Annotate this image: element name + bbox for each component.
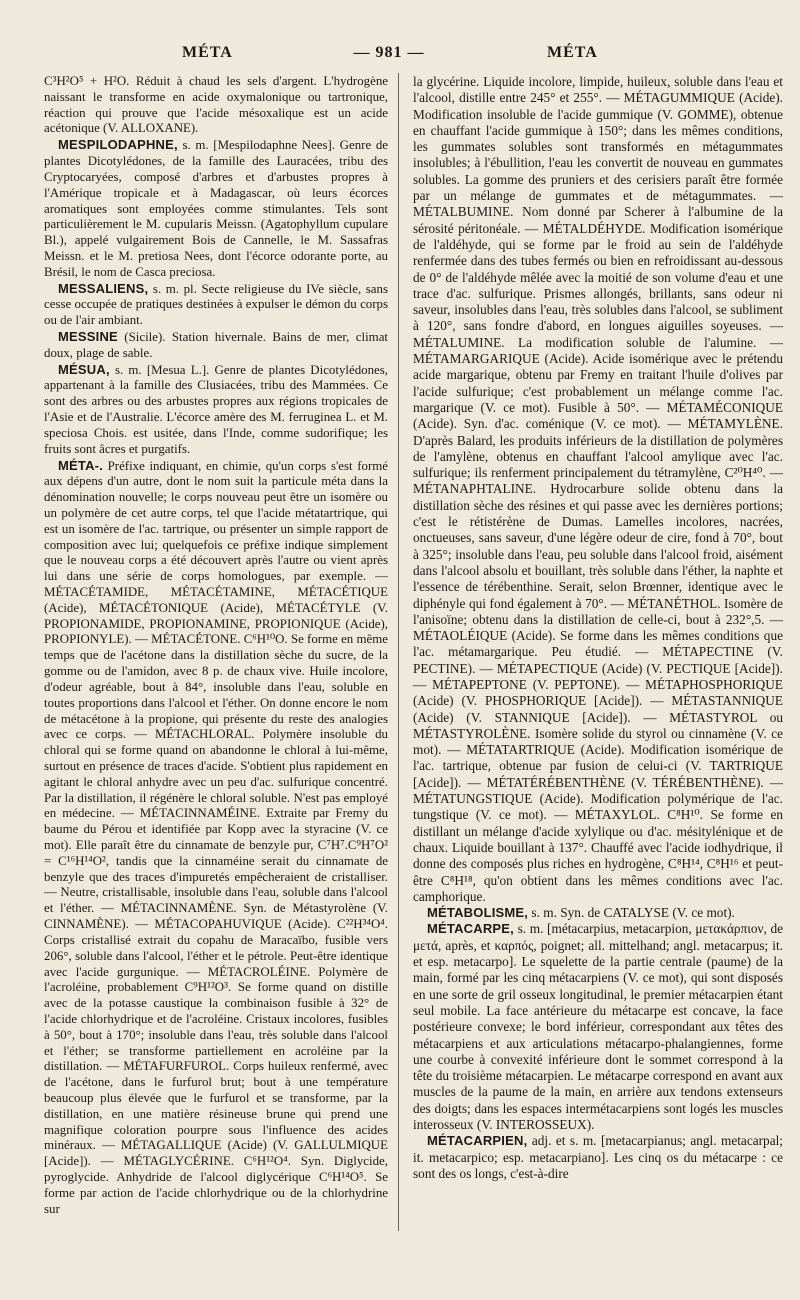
entry-mespilodaphne: MESPILODAPHNE, s. m. [Mespilodaphne Nees]. Genre de plantes Dicotylédones, de la famille des Lauracées, tribu des Cryptocaryées, composé d'arbres et d'arbustes propres à l'Amérique tropicale et à Madagascar, où leurs écorces aromatiques sont employées comme stimulantes. Tels sont particulièrement le M. cupularis Meissn. (Agatophyllum cupulare Bl.), appelé vulgairement Bois de Cannelle, le M. Sassafras Meissn. et le M. pretiosa Nees, dont l'écorce odorante porte, au Brésil, le nom de Casca preciosa.: [44, 137, 388, 279]
running-head-left: MÉTA: [182, 44, 233, 61]
entry-meta-continued: la glycérine. Liquide incolore, limpide, huileux, soluble dans l'eau et l'alcool, distille entre 245° et 255°. — MÉTAGUMMIQUE (Acide). Modification insoluble de l'acide gummique (V. GOMME), obtenue en chauffant l'acide gummique à 150°; dans les mêmes conditions, les gummates solubles sont transformés en métagummates insolubles; à l'ébullition, l'eau les convertit de nouveau en gummates solubles. La gomme des pruniers et des cerisiers paraît être formée par un mélange de gummates et de métagummates. — MÉTALBUMINE. Nom donné par Scherer à l'albumine de la sérosité péritonéale. — MÉTALDÉHYDE. Modification isomérique de l'aldéhyde, qui se forme par le froid au sein de l'aldéhyde renfermée dans des tubes fermés ou bien en refroidissant au-dessous de 0° de l'aldéhyde mêlée avec la moitié de son volume d'eau et une trace d'ac. sulfurique. Prismes allongés, brillants, sans odeur ni saveur, insolubles dans l'eau, très solubles dans l'alcool, se subliment à 120°, sans fondre d'abord, en longues aiguilles soyeuses. — MÉTALUMINE. La modification soluble de l'alumine. — MÉTAMARGARIQUE (Acide). Acide isomérique avec le prétendu acide margarique, obtenu par Fremy en traitant l'huile d'olives par l'acide sulfurique; c'est probablement un mélange comme l'ac. margarique (V. ce mot). Fusible à 50°. — MÉTAMÉCONIQUE (Acide). Syn. d'ac. coménique (V. ce mot). — MÉTAMYLÈNE. D'après Balard, les produits inférieurs de la distillation de polymères de l'amylène, obtenus en chauffant l'alcool amylique avec l'ac. sulfurique; ils renferment principalement du tétramylène, C²⁰H⁴⁰. — MÉTANAPHTALINE. Hydrocarbure solide obtenu dans la distillation sèche des résines et qui passe avec les dernières portions; c'est le rétistérène de Dumas. Lamelles incolores, nacrées, onctueuses, sans saveur, d'une légère odeur de cire, fond à 70°, bout à 325°; insoluble dans l'eau, peu soluble dans l'alcool froid, aisément dans l'alcool absolu et bouillant, très soluble dans l'éther, la naphte et l'essence de térébenthine. Serait, selon Brœnner, identique avec le diphényle qui fond également à 70°. — MÉTANÉTHOL. Isomère de l'anisoïne; obtenu dans la distillation de celle-ci, bout à 232°,5. — MÉTAOLÉIQUE (Acide). Se forme dans les mêmes conditions que l'ac. métamargarique. Peu étudié. — MÉTAPECTINE (V. PECTINE). — MÉTAPECTIQUE (Acide) (V. PECTIQUE [Acide]). — MÉTAPEPTONE (V. PEPTONE). — MÉTAPHOSPHORIQUE (Acide) (V. PHOSPHORIQUE [Acide]). — MÉTASTANNIQUE (Acide) (V. STANNIQUE [Acide]). — MÉTASTYROL ou MÉTASTYROLÈNE. Isomère solide du styrol ou cinnamène (V. ce mot). — MÉTATARTRIQUE (Acide). Modification isomérique de l'ac. tartrique, obtenue par fusion de celui-ci (V. TARTRIQUE [Acide]). — MÉTATÉRÉBENTHÈNE (V. TÉRÉBENTHÈNE). — MÉTATUNGSTIQUE (Acide). Modification polymérique de l'ac. tungstique (V. ce mot). — MÉTAXYLOL. C⁸H¹⁰. Se forme en distillant un mélange d'acide xylylique ou d'ac. mésitylénique et de chaux. Liquide bouillant à 137°. Chauffé avec l'acide iodhydrique, il donne des composés plus riches en hydrogène, C⁸H¹⁴, C⁸H¹⁶ et peut-être C⁸H¹⁸, qu'on obtient dans les mêmes conditions avec l'ac. camphorique.: [413, 74, 783, 904]
running-head-right: MÉTA: [547, 44, 598, 61]
page-number: — 981 —: [353, 44, 425, 61]
page-header: [52, 44, 770, 70]
right-column: [413, 74, 783, 1182]
entry-meta: MÉTA-. Préfixe indiquant, en chimie, qu'un corps s'est formé aux dépens d'un autre, dont le nom suit la particule méta dans la dénomination nouvelle; le corps nouveau peut être un isomère ou un polymère de cet autre corps, tel que l'acide métatartrique, qui est un isomère de l'ac. tartrique, ou présenter un simple rapport de composition avec lui; quelquefois ce préfixe indique simplement que le nouveau corps a été découvert après l'autre ou vient après lui dans une série de corps homologues, par exemple. — MÉTACÉTAMIDE, MÉTACÉTAMINE, MÉTACÉTIQUE (Acide), MÉTACÉTONIQUE (Acide), MÉTACÉTYLE (V. PROPIONAMIDE, PROPIONAMINE, PROPIONIQUE (Acide), PROPIONYLE). — MÉTACÉTONE. C⁶H¹⁰O. Se forme en même temps que de l'acétone dans la distillation sèche du sucre, de la gomme ou de l'amidon, avec 8 p. de chaux vive. Huile incolore, d'odeur agréable, bout à 84°, insoluble dans l'eau, soluble en toutes proportions dans l'alcool et l'éther. On donne encore le nom de métacétone à la propione, qui présente du reste des analogies avec ce corps. — MÉTACHLORAL. Polymère insoluble du chloral qui se forme quand on abandonne le chloral à lui-même, surtout en présence de traces d'acide. S'obtient plus rapidement en agitant le chloral anhydre avec un peu d'ac. sulfurique concentré. Par la distillation, il régénère le chloral soluble. N'est pas employé en médecine. — MÉTACINNAMÉINE. Extraite par Fremy du baume du Pérou et identifiée par Kopp avec la styracine (V. ce mot). Elle paraît être du cinnamate de benzyle pur, C⁷H⁷.C⁹H⁷O² = C¹⁶H¹⁴O², tandis que la cinnaméine serait du cinnamate de benzyle que des traces d'impuretés empêcheraient de cristalliser. — Neutre, cristallisable, insoluble dans l'eau, soluble dans l'alcool et l'éther. — MÉTACINNAMÈNE. Syn. de Métastyrolène (V. CINNAMÈNE). — MÉTACOPAHUVIQUE (Acide). C²²H³⁴O⁴. Corps cristallisé extrait du copahu de Maracaïbo, fusible vers 206°, soluble dans l'alcool, l'éther et le pétrole. Peut-être identique avec l'acide gurgunique. — MÉTACROLÉINE. Polymère de l'acroléine, probablement C⁹H¹²O³. Se forme quand on distille avec de la potasse caustique la combinaison fusible à 32° de l'acide chlorhydrique et de l'acroléine. Cristaux incolores, fusibles à 50°, bout à 170°; insoluble dans l'eau, très soluble dans l'alcool et l'éther; se transforme partiellement en acroléine par la distillation. — MÉTAFURFUROL. Corps huileux renfermé, avec de l'acétone, dans le furfurol brut; bout à une température beaucoup plus élevée que le furfurol et se transforme, par la distillation, en une matière résineuse brune qui prend une magnifique coloration pourpre sous l'influence des acides minéraux. — MÉTAGALLIQUE (Acide) (V. GALLULMIQUE [Acide]). — MÉTAGLYCÉRINE. C⁶H¹²O⁴. Syn. Diglycide, pyroglycide. Anhydride de l'alcool diglycérique C⁶H¹⁴O⁵. Se forme par action de l'acide chlorhydrique ou de la chlorhydrine sur: [44, 457, 388, 1216]
entry-messaliens: MESSALIENS, s. m. pl. Secte religieuse du IVe siècle, sans cesse occupée de pratiques destinées à expulser le démon du corps ou de l'air ambiant.: [44, 280, 388, 328]
left-column: [44, 74, 388, 1218]
entry-metacarpe: MÉTACARPE, s. m. [métacarpius, metacarpion, μετακάρπιον, de μετά, après, et καρπός, poignet; all. mittelhand; angl. metacarpus; it. et esp. metacarpo]. Le squelette de la partie centrale (paume) de la main, formé par les cinq métacarpiens (V. ce mot), qui sont disposés en une sorte de gril osseux longitudinal, le premier métacarpien étant seul mobile. La face antérieure du métacarpe est concave, la face postérieure convexe; le bord inférieur, correspondant aux têtes des métacarpiens et aux articulations métacarpo-phalangiennes, forme une courbe à convexité inférieure dont le sommet correspond à la tête du troisième métacarpien. Le métacarpe correspond en avant aux muscles de la paume de la main, en arrière aux tendons extenseurs des doigts; dans les espaces intermétacarpiens sont logés les muscles interosseux (V. INTEROSSEUX).: [413, 921, 783, 1132]
entry-metacarpien: MÉTACARPIEN, adj. et s. m. [metacarpianus; angl. metacarpal; it. metacarpico; esp. metacarpiano]. Les cinq os du métacarpe : ce sont des os longs, c'est-à-dire: [413, 1133, 783, 1181]
entry-messine: MESSINE (Sicile). Station hivernale. Bains de mer, climat doux, plage de sable.: [44, 329, 388, 360]
entry-continuation: C³H²O⁵ + H²O. Réduit à chaud les sels d'argent. L'hydrogène naissant le transforme en acide oxymalonique ou tartronique, réaction qui prouve que l'acide mésoxalique est un acide acétonique (V. ALLOXANE).: [44, 74, 388, 136]
column-divider: [398, 73, 399, 1231]
entry-metabolisme: MÉTABOLISME, s. m. Syn. de CATALYSE (V. ce mot).: [427, 905, 735, 921]
entry-mesua: MÉSUA, s. m. [Mesua L.]. Genre de plantes Dicotylédones, appartenant à la famille des Clusiacées, tribu des Mammées. Ce sont des arbres ou des arbustes propres aux régions tropicales de l'Asie et de l'Australie. L'écorce amère des M. ferruginea L. et M. speciosa Chois. est usitée, dans l'Inde, comme sudorifique; les fruits sont âcres et purgatifs.: [44, 361, 388, 456]
